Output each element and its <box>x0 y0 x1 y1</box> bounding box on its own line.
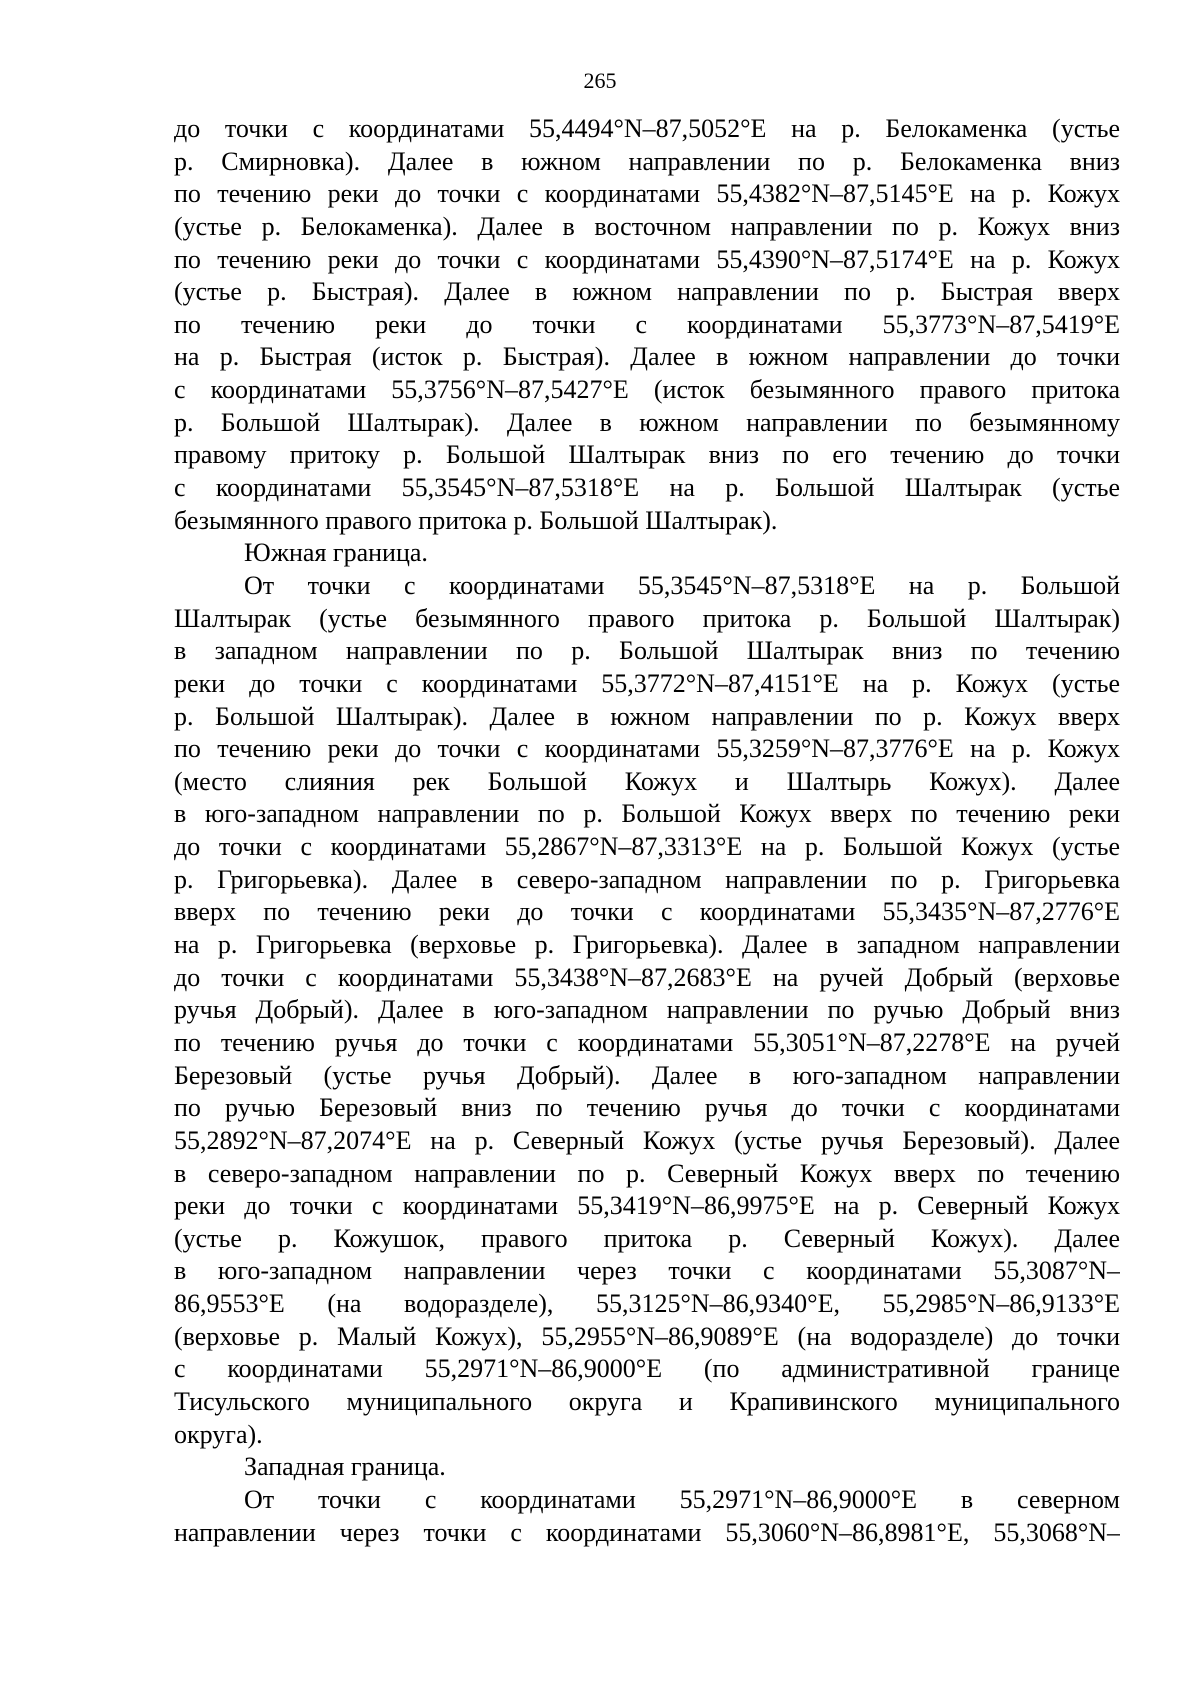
text-line: безымянного правого притока р. Большой Шалтырак). <box>174 505 778 535</box>
text-line: с координатами 55,3756°N–87,5427°E (исток безымянного правого притока <box>174 375 1120 405</box>
text-line: до точки с координатами 55,4494°N–87,5052°E на р. Белокаменка (устье <box>174 114 1120 143</box>
text-line: вверх по течению реки до точки с координатами 55,3435°N–87,2776°E <box>174 897 1120 927</box>
text-line: по ручью Березовый вниз по течению ручья до точки с координатами <box>174 1093 1120 1123</box>
text-line: Южная граница. <box>244 538 428 568</box>
paragraph-west-boundary <box>174 1484 1120 1549</box>
text-line: Шалтырак (устье безымянного правого притока р. Большой Шалтырак) <box>174 603 1120 633</box>
text-line: правому притоку р. Большой Шалтырак вниз по его течению до точки <box>174 440 1120 470</box>
heading-west-boundary <box>174 1451 1120 1484</box>
page-number: 265 <box>583 68 617 93</box>
text-line: реки до точки с координатами 55,3419°N–86,9975°E на р. Северный Кожух <box>174 1191 1120 1221</box>
text-line: по течению реки до точки с координатами 55,3773°N–87,5419°E <box>174 309 1120 339</box>
text-line: р. Большой Шалтырак). Далее в южном направлении по р. Кожух вверх <box>174 701 1120 731</box>
text-line: (место слияния рек Большой Кожух и Шалтырь Кожух). Далее <box>174 766 1120 796</box>
text-line: (верховье р. Малый Кожух), 55,2955°N–86,9089°E (на водоразделе) до точки <box>174 1321 1120 1351</box>
text-line: округа). <box>174 1419 263 1449</box>
text-line: на р. Григорьевка (верховье р. Григорьевка). Далее в западном направлении <box>174 930 1120 960</box>
paragraph-south-boundary <box>174 570 1120 1451</box>
text-line: по течению ручья до точки с координатами 55,3051°N–87,2278°E на ручей <box>174 1027 1120 1057</box>
text-line: в юго-западном направлении через точки с координатами 55,3087°N– <box>174 1256 1120 1286</box>
text-line: в юго-западном направлении по р. Большой Кожух вверх по течению реки <box>174 799 1120 829</box>
text-line: по течению реки до точки с координатами 55,4382°N–87,5145°E на р. Кожух <box>174 179 1120 209</box>
text-line: Тисульского муниципального округа и Крапивинского муниципального <box>174 1386 1120 1416</box>
text-line: ручья Добрый). Далее в юго-западном направлении по ручью Добрый вниз <box>174 995 1120 1025</box>
text-line: От точки с координатами 55,2971°N–86,9000°E в северном <box>244 1484 1120 1514</box>
heading-south-boundary <box>174 537 1120 570</box>
text-line: на р. Быстрая (исток р. Быстрая). Далее в южном направлении до точки <box>174 342 1120 372</box>
text-line: р. Смирновка). Далее в южном направлении по р. Белокаменка вниз <box>174 146 1120 176</box>
text-line: до точки с координатами 55,2867°N–87,3313°E на р. Большой Кожух (устье <box>174 832 1120 862</box>
text-line: в северо-западном направлении по р. Северный Кожух вверх по течению <box>174 1158 1120 1188</box>
text-line: (устье р. Быстрая). Далее в южном направлении по р. Быстрая вверх <box>174 277 1120 307</box>
text-line: От точки с координатами 55,3545°N–87,5318°E на р. Большой <box>244 570 1120 600</box>
text-line: р. Григорьевка). Далее в северо-западном направлении по р. Григорьевка <box>174 864 1120 894</box>
text-line: с координатами 55,3545°N–87,5318°E на р. Большой Шалтырак (устье <box>174 473 1120 503</box>
text-line: с координатами 55,2971°N–86,9000°E (по административной границе <box>174 1354 1120 1384</box>
text-line: реки до точки с координатами 55,3772°N–87,4151°E на р. Кожух (устье <box>174 668 1120 698</box>
document-body <box>174 113 1120 1549</box>
text-line: Западная граница. <box>244 1452 446 1482</box>
text-line: р. Большой Шалтырак). Далее в южном направлении по безымянному <box>174 407 1120 437</box>
text-line: (устье р. Белокаменка). Далее в восточном направлении по р. Кожух вниз <box>174 211 1120 241</box>
text-line: в западном направлении по р. Большой Шалтырак вниз по течению <box>174 636 1120 666</box>
text-line: направлении через точки с координатами 55,3060°N–86,8981°E, 55,3068°N– <box>174 1517 1120 1547</box>
paragraph-east-boundary-continued <box>174 113 1120 537</box>
text-line: по течению реки до точки с координатами 55,4390°N–87,5174°E на р. Кожух <box>174 244 1120 274</box>
text-line: до точки с координатами 55,3438°N–87,2683°E на ручей Добрый (верховье <box>174 962 1120 992</box>
text-line: по течению реки до точки с координатами 55,3259°N–87,3776°E на р. Кожух <box>174 734 1120 764</box>
text-line: 86,9553°E (на водоразделе), 55,3125°N–86,9340°E, 55,2985°N–86,9133°E <box>174 1289 1120 1319</box>
text-line: 55,2892°N–87,2074°E на р. Северный Кожух (устье ручья Березовый). Далее <box>174 1125 1120 1155</box>
text-line: (устье р. Кожушок, правого притока р. Северный Кожух). Далее <box>174 1223 1120 1253</box>
text-line: Березовый (устье ручья Добрый). Далее в юго-западном направлении <box>174 1060 1120 1090</box>
